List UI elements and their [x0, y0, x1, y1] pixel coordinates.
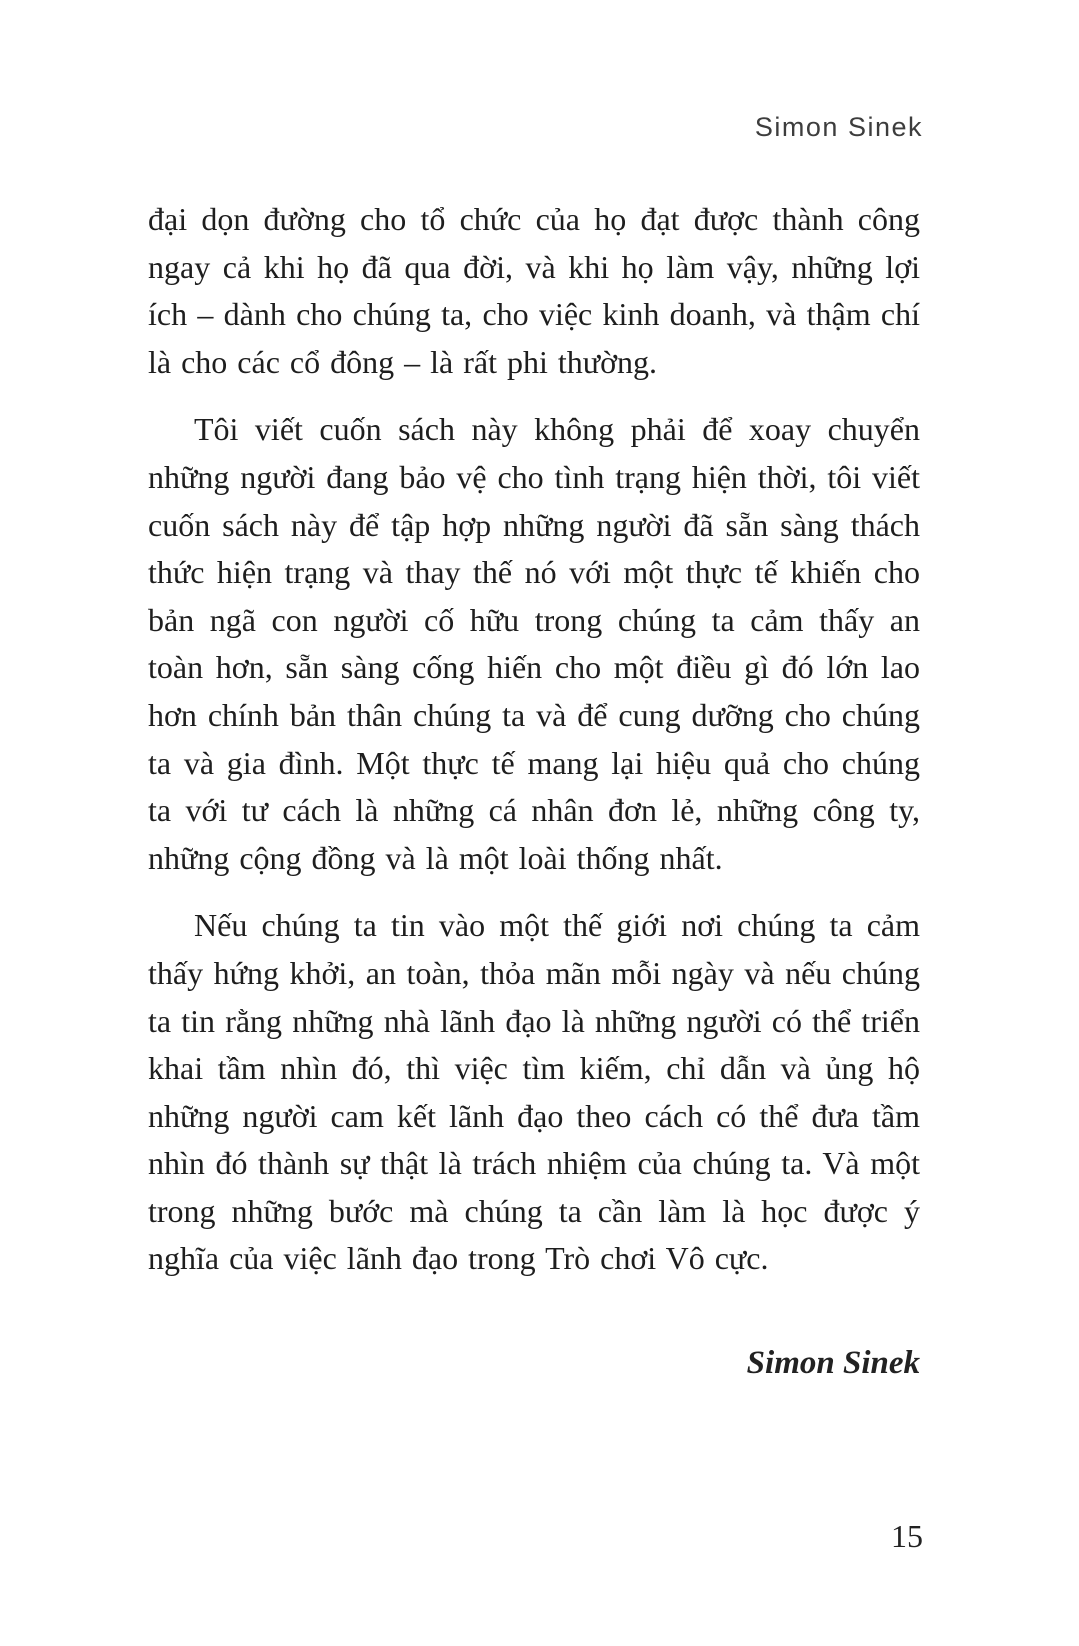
- body-text: [148, 196, 920, 1382]
- paragraph-3: Nếu chúng ta tin vào một thế giới nơi chúng ta cảm thấy hứng khởi, an toàn, thỏa mãn mỗi ngày và nếu chúng ta tin rằng những nhà lãnh đạo là những người có thể triển khai tầm nhìn đó, thì việc tìm kiếm, chỉ dẫn và ủng hộ những người cam kết lãnh đạo theo cách có thể đưa tầm nhìn đó thành sự thật là trách nhiệm của chúng ta. Và một trong những bước mà chúng ta cần làm là học được ý nghĩa của việc lãnh đạo trong Trò chơi Vô cực.: [148, 907, 920, 1277]
- author-signature: Simon Sinek: [746, 1345, 920, 1382]
- page-number: 15: [891, 1518, 923, 1554]
- paragraph-2: Tôi viết cuốn sách này không phải để xoay chuyển những người đang bảo vệ cho tình trạng hiện thời, tôi viết cuốn sách này để tập hợp những người đã sẵn sàng thách thức hiện trạng và thay thế nó với một thực tế khiến cho bản ngã con người cố hữu trong chúng ta cảm thấy an toàn hơn, sẵn sàng cống hiến cho một điều gì đó lớn lao hơn chính bản thân chúng ta và để cung dưỡng cho chúng ta và gia đình. Một thực tế mang lại hiệu quả cho chúng ta với tư cách là những cá nhân đơn lẻ, những công ty, những cộng đồng và là một loài thống nhất.: [148, 411, 920, 876]
- paragraph-1: đại dọn đường cho tổ chức của họ đạt được thành công ngay cả khi họ đã qua đời, và khi họ làm vậy, những lợi ích – dành cho chúng ta, cho việc kinh doanh, và thậm chí là cho các cổ đông – là rất phi thường.: [148, 201, 920, 380]
- running-header: Simon Sinek: [754, 112, 923, 142]
